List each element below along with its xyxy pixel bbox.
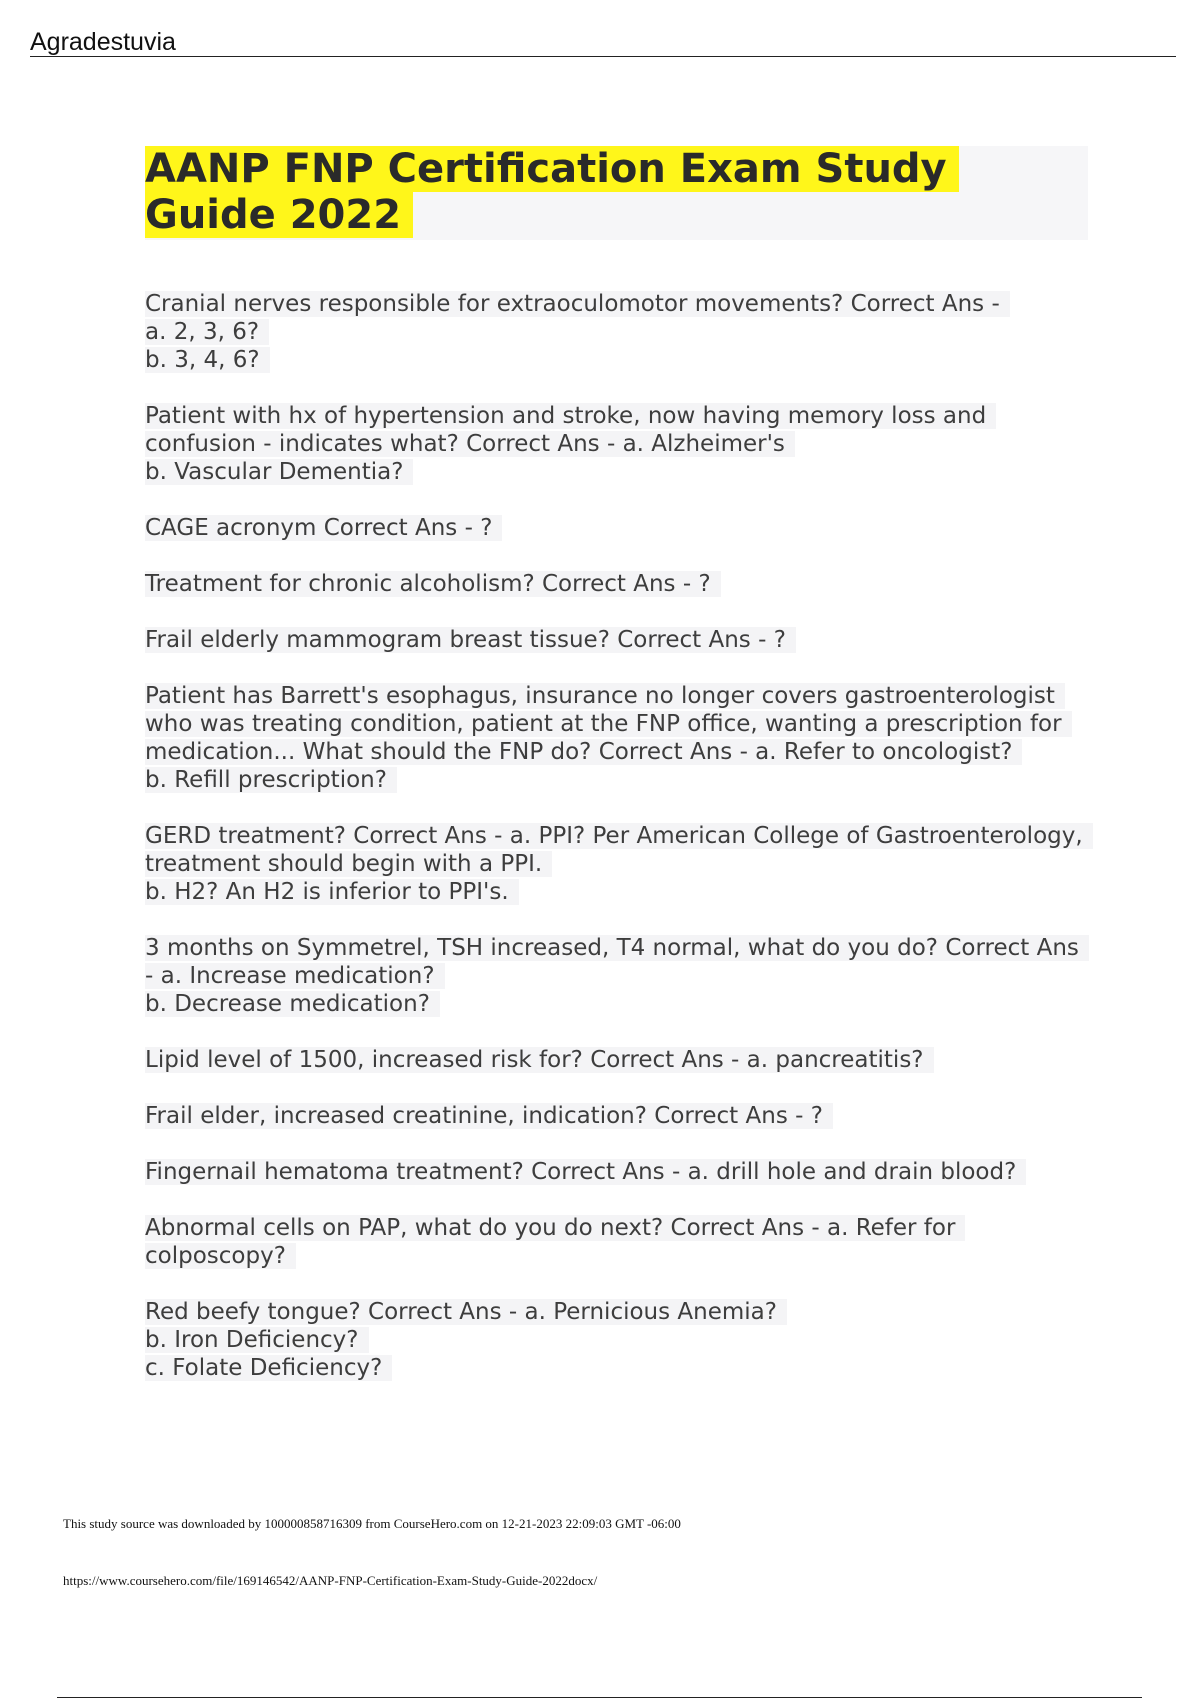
qa-question: Patient has Barrett's esophagus, insurance no longer covers gastroenterologist who was treating condition, patient at the FNP office, wanting a prescription for medication... What should the FNP do? Correct Ans - a. Refer to oncologist?	[145, 683, 1072, 765]
header-divider	[30, 56, 1176, 57]
qa-item	[145, 1214, 1085, 1270]
qa-item	[145, 290, 1085, 374]
qa-option: b. Refill prescription?	[145, 766, 1085, 794]
qa-item	[145, 1102, 1085, 1130]
qa-item	[145, 1158, 1085, 1186]
qa-option: b. Iron Deficiency?	[145, 1326, 1085, 1354]
qa-question: Cranial nerves responsible for extraoculomotor movements? Correct Ans -	[145, 291, 1010, 317]
qa-question: Red beefy tongue? Correct Ans - a. Pernicious Anemia?	[145, 1299, 787, 1325]
qa-item	[145, 402, 1085, 486]
qa-question: Frail elder, increased creatinine, indication? Correct Ans - ?	[145, 1103, 833, 1129]
qa-question: CAGE acronym Correct Ans - ?	[145, 515, 502, 541]
document-title	[145, 146, 1088, 238]
qa-item	[145, 822, 1085, 906]
qa-option: c. Folate Deficiency?	[145, 1354, 1085, 1382]
document-title-text: AANP FNP Certification Exam Study Guide 2022	[145, 146, 959, 238]
qa-option: b. 3, 4, 6?	[145, 346, 1085, 374]
title-block	[145, 146, 1088, 240]
qa-question: Frail elderly mammogram breast tissue? Correct Ans - ?	[145, 627, 796, 653]
qa-option: b. Decrease medication?	[145, 990, 1085, 1018]
footer-source-note: This study source was downloaded by 100000858716309 from CourseHero.com on 12-21-2023 22:09:03 GMT -06:00	[63, 1516, 681, 1531]
qa-question: Fingernail hematoma treatment? Correct Ans - a. drill hole and drain blood?	[145, 1159, 1026, 1185]
qa-question: Lipid level of 1500, increased risk for? Correct Ans - a. pancreatitis?	[145, 1047, 934, 1073]
qa-option: b. H2? An H2 is inferior to PPI's.	[145, 878, 1085, 906]
qa-item	[145, 514, 1085, 542]
qa-question: Abnormal cells on PAP, what do you do next? Correct Ans - a. Refer for colposcopy?	[145, 1215, 965, 1269]
qa-list	[145, 290, 1085, 1410]
qa-question: Patient with hx of hypertension and stroke, now having memory loss and confusion - indicates what? Correct Ans - a. Alzheimer's	[145, 403, 996, 457]
qa-question: 3 months on Symmetrel, TSH increased, T4 normal, what do you do? Correct Ans - a. Increase medication?	[145, 935, 1089, 989]
qa-item	[145, 1298, 1085, 1382]
footer-url: https://www.coursehero.com/file/169146542/AANP-FNP-Certification-Exam-Study-Guide-2022docx/	[63, 1573, 598, 1588]
qa-item	[145, 570, 1085, 598]
qa-question: Treatment for chronic alcoholism? Correct Ans - ?	[145, 571, 721, 597]
footer-divider	[57, 1697, 1142, 1698]
qa-item	[145, 682, 1085, 794]
qa-item	[145, 934, 1085, 1018]
qa-option: a. 2, 3, 6?	[145, 318, 1085, 346]
qa-item	[145, 1046, 1085, 1074]
qa-question: GERD treatment? Correct Ans - a. PPI? Per American College of Gastroenterology, treatment should begin with a PPI.	[145, 823, 1093, 877]
qa-item	[145, 626, 1085, 654]
header-site-name: Agradestuvia	[30, 28, 176, 56]
qa-option: b. Vascular Dementia?	[145, 458, 1085, 486]
